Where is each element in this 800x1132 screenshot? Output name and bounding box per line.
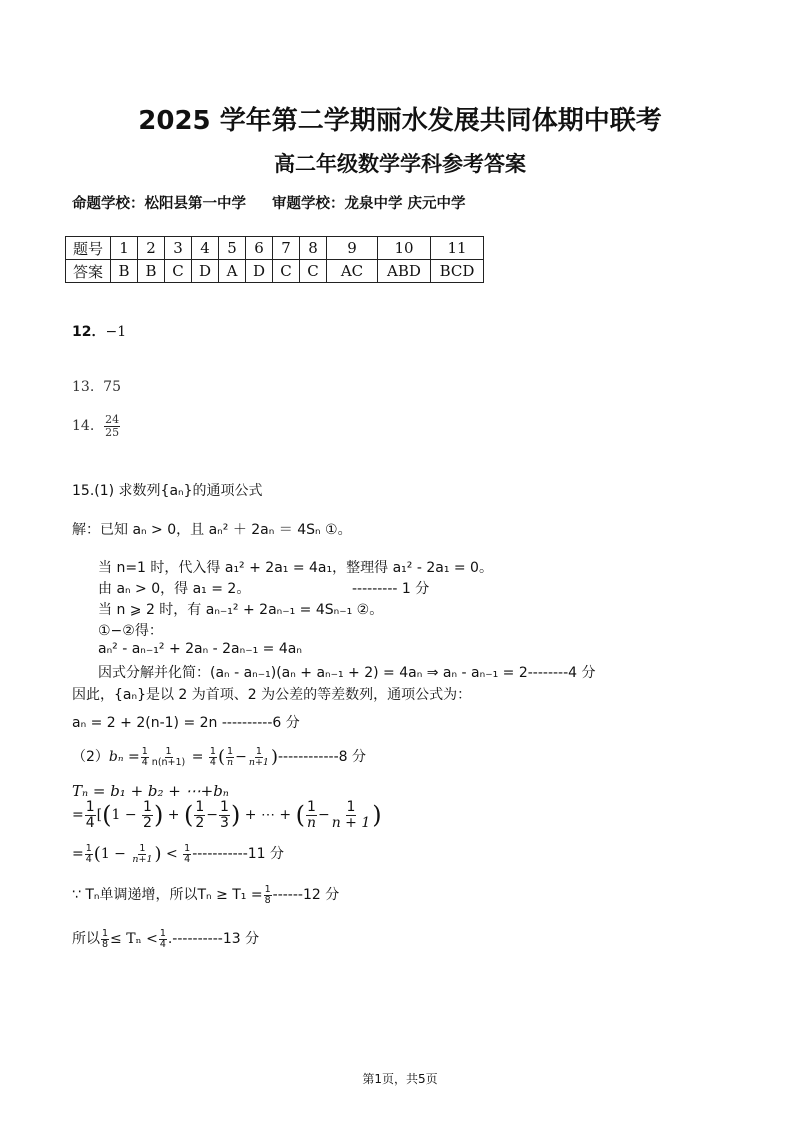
q12-number: 12．: [72, 324, 106, 340]
fraction: $\frac{1}{n(n+1)}$: [151, 745, 186, 768]
table-header-cell: 题号: [66, 237, 111, 260]
table-cell: 4: [192, 237, 219, 260]
q12-answer: [72, 321, 126, 341]
fraction: $\frac{1}{4}$: [85, 799, 95, 831]
fraction: $\frac{1}{4}$: [209, 745, 216, 768]
table-cell: 3: [165, 237, 192, 260]
q15-part2-expansion: = $\frac{1}{4}$ [(1 − $\frac{1}{2}$ ) + ( $\frac{1}{2}$ − $\frac{1}{3}$ ) + ⋯ + ( $\frac{1}{n}$ − $\frac{1}{n + 1}$ ): [72, 799, 382, 831]
table-cell: 5: [219, 237, 246, 260]
score-mark: ------------8 分: [278, 749, 366, 765]
q15-line: 因此，{aₙ}是以 2 为首项、2 为公差的等差数列，通项公式为：: [72, 687, 472, 703]
q14-number: 14.: [72, 418, 95, 435]
school-info: [72, 192, 466, 213]
conclusion-prefix: 所以: [72, 931, 100, 947]
fraction: $\frac{1}{8}$: [102, 927, 109, 950]
fraction: $\frac{1}{4}$: [141, 745, 148, 768]
monotone-text: ∵ Tₙ单调递增，所以Tₙ ≥ T₁ =: [72, 887, 263, 903]
q15-line: 当 n ⩾ 2 时，有 aₙ₋₁² + 2aₙ₋₁ = 4Sₙ₋₁ ②。: [98, 602, 384, 618]
table-cell: C: [300, 260, 327, 283]
table-cell: 8: [300, 237, 327, 260]
table-cell: 2: [138, 237, 165, 260]
answer-table: [65, 236, 484, 283]
table-cell: C: [273, 260, 300, 283]
q15-part2-result: = $\frac{1}{4}$ (1 − $\frac{1}{n+1}$ ) < $\frac{1}{4}$ -----------11 分: [72, 842, 285, 865]
table-cell: B: [138, 260, 165, 283]
q15-part2-conclusion: [72, 928, 259, 949]
q15-line: 由 aₙ > 0，得 a₁ = 2。: [98, 581, 251, 597]
q12-value: −1: [105, 324, 127, 340]
part-label: （2）: [72, 749, 109, 765]
q15-line: aₙ² - aₙ₋₁² + 2aₙ - 2aₙ₋₁ = 4aₙ: [98, 641, 302, 657]
fraction: $\frac{1}{n}$: [226, 745, 234, 768]
fraction: $\frac{1}{4}$: [85, 842, 92, 865]
fraction-denominator: 25: [105, 425, 120, 439]
q15-part2-monotone: [72, 884, 339, 905]
fraction: $\frac{1}{3}$: [220, 799, 229, 831]
fraction: $\frac{1}{2}$: [143, 799, 152, 831]
reviewer-school: 审题学校：龙泉中学 庆元中学: [272, 196, 466, 212]
score-mark: ------12 分: [272, 887, 340, 903]
q13-answer: [72, 379, 121, 395]
fraction: $\frac{1}{n+1}$: [248, 745, 269, 768]
fraction-numerator: 24: [105, 413, 120, 426]
fraction: $\frac{1}{n + 1}$: [331, 799, 371, 831]
page-title: 2025 学年第二学期丽水发展共同体期中联考: [138, 106, 662, 136]
q14-fraction: [104, 414, 120, 438]
fraction: $\frac{1}{8}$: [264, 883, 271, 906]
q14-answer: [72, 414, 121, 438]
table-cell: 7: [273, 237, 300, 260]
table-cell: A: [219, 260, 246, 283]
setter-school: 命题学校：松阳县第一中学: [72, 196, 246, 212]
table-cell: D: [192, 260, 219, 283]
table-cell: 6: [246, 237, 273, 260]
table-cell: 10: [378, 237, 431, 260]
q13-number: 13.: [72, 379, 95, 395]
q15-line: ①−②得：: [98, 623, 163, 639]
score-mark: .----------13 分: [167, 931, 260, 947]
table-cell: BCD: [431, 260, 484, 283]
fraction: $\frac{1}{n+1}$: [132, 842, 153, 865]
score-mark: -----------11 分: [192, 846, 285, 862]
fraction: $\frac{1}{4}$: [184, 842, 191, 865]
table-row-numbers: [66, 237, 484, 260]
table-cell: 1: [111, 237, 138, 260]
q15-line: 因式分解并化简：(aₙ - aₙ₋₁)(aₙ + aₙ₋₁ + 2) = 4aₙ ⇒ aₙ - aₙ₋₁ = 2--------4 分: [98, 665, 596, 681]
table-cell: AC: [327, 260, 378, 283]
fraction: $\frac{1}{4}$: [159, 927, 166, 950]
fraction: $\frac{1}{2}$: [195, 799, 205, 831]
page-subtitle: 高二年级数学学科参考答案: [274, 151, 526, 176]
table-cell: ABD: [378, 260, 431, 283]
conclusion-middle: ≤ Tₙ <: [110, 931, 158, 947]
table-cell: B: [111, 260, 138, 283]
table-cell: 11: [431, 237, 484, 260]
q15-part2-tn-sum: Tₙ = b₁ + b₂ + ⋯+bₙ: [72, 782, 229, 800]
table-cell: 9: [327, 237, 378, 260]
q15-part2-bn: （2）bₙ = $\frac{1}{4}$ $\frac{1}{n(n+1)}$ = $\frac{1}{4}$ ( $\frac{1}{n}$ − $\frac{1}{n+1}$ )------------8 分: [72, 745, 366, 768]
table-cell: C: [165, 260, 192, 283]
page-footer: 第1页，共5页: [362, 1072, 438, 1086]
q15-line: 解：已知 aₙ > 0，且 aₙ² ＋ 2aₙ ＝ 4Sₙ ①。: [72, 522, 352, 538]
q15-heading: 15.(1) 求数列{aₙ}的通项公式: [72, 483, 263, 499]
q13-value: 75: [103, 379, 121, 395]
q15-line: aₙ = 2 + 2(n-1) = 2n ----------6 分: [72, 715, 300, 731]
score-mark: --------- 1 分: [352, 581, 430, 597]
table-cell: D: [246, 260, 273, 283]
table-header-cell: 答案: [66, 260, 111, 283]
fraction: $\frac{1}{n}$: [306, 799, 316, 831]
q15-line: 当 n=1 时，代入得 a₁² + 2a₁ = 4a₁，整理得 a₁² - 2a₁ = 0。: [98, 560, 493, 576]
table-row-answers: [66, 260, 484, 283]
bn-lhs: bₙ =: [108, 749, 140, 765]
